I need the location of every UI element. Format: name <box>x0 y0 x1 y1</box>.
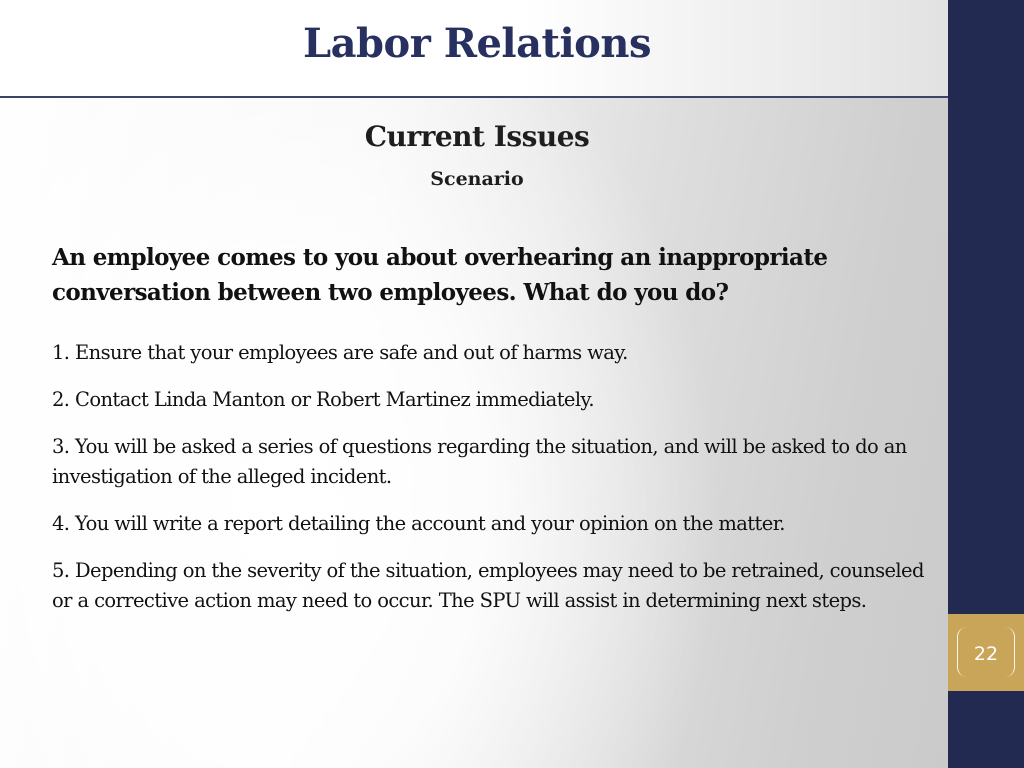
section-heading: Current Issues <box>364 120 590 153</box>
slide-title: Labor Relations <box>303 20 651 67</box>
section-subheading: Scenario <box>430 168 524 190</box>
step-5: 5. Depending on the severity of the situation, employees may need to be retrained, counseled or a corrective action may need to occur. The SPU will assist in determining next steps. <box>52 559 924 612</box>
page-number: 22 <box>973 643 999 665</box>
response-steps-list <box>52 338 932 633</box>
step-1: 1. Ensure that your employees are safe and out of harms way. <box>52 341 628 364</box>
scenario-question: An employee comes to you about overhearing an inappropriate conversation between two employees. What do you do? <box>52 244 828 306</box>
step-3: 3. You will be asked a series of questions regarding the situation, and will be asked to do an investigation of the alleged incident. <box>52 435 907 488</box>
step-2: 2. Contact Linda Manton or Robert Martinez immediately. <box>52 388 594 411</box>
title-divider <box>0 96 948 98</box>
step-4: 4. You will write a report detailing the account and your opinion on the matter. <box>52 512 785 535</box>
